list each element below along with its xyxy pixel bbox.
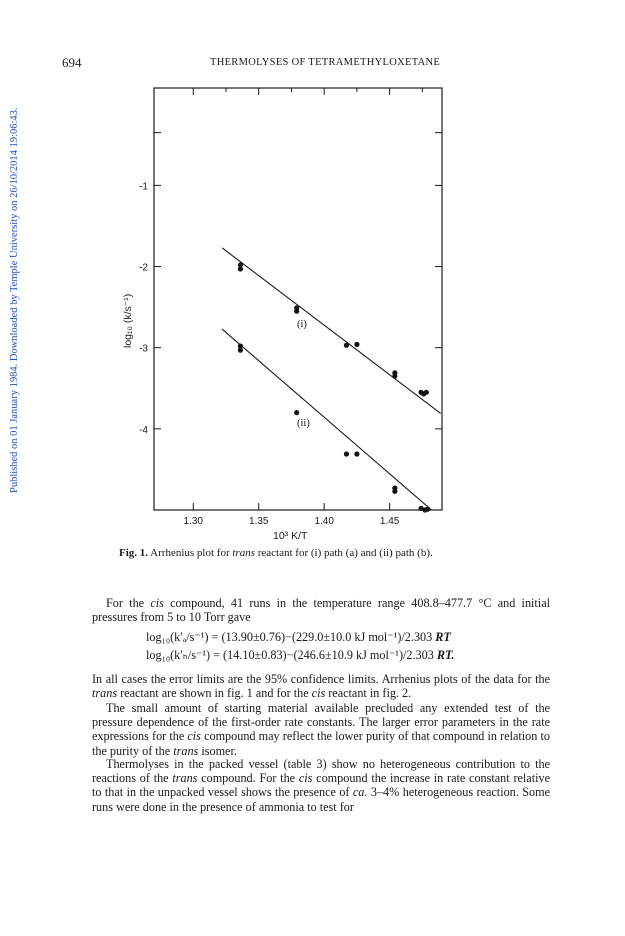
x-axis-label: 10³ K/T (273, 530, 308, 542)
data-point (425, 507, 430, 512)
fit-line (222, 329, 431, 510)
paragraph-packed-vessel: Thermolyses in the packed vessel (table 3) show no heterogeneous contribution to the reactions of the trans compound. For the cis compound the increase in rate constant relative to that in the unpacked vessel shows the presence of ca. 3–4% heterogeneous reaction. Some runs were done in the presence of ammonia to test for (92, 757, 550, 814)
running-head: THERMOLYSES OF TETRAMETHYLOXETANE (210, 57, 441, 68)
data-point (354, 451, 359, 456)
paragraph-error-limits: In all cases the error limits are the 95% confidence limits. Arrhenius plots of the data for the trans reactant are shown in fig. 1 and for the cis reactant in fig. 2. (92, 672, 550, 701)
y-tick-label: -4 (139, 424, 148, 436)
y-tick-label: -3 (139, 343, 148, 355)
x-tick-label: 1.30 (183, 516, 204, 527)
y-axis-label: log₁₀ (k/s⁻¹) (122, 293, 134, 348)
paragraph-starting-material: The small amount of starting material available precluded any extended test of the pressure dependence of the first-order rate constants. The larger error parameters in the rate expressions for the cis compound may reflect the lower purity of that compound in relation to the purity of the trans isomer. (92, 701, 550, 758)
page-number: 694 (62, 55, 82, 70)
x-tick-label: 1.40 (314, 516, 334, 527)
data-point (294, 410, 299, 415)
data-points (238, 262, 430, 512)
series-label-ii: (ii) (297, 418, 310, 429)
caption-text: Arrhenius plot for (148, 547, 233, 559)
y-tick-label: -1 (139, 181, 148, 193)
paragraph-cis-runs: For the cis compound, 41 runs in the temperature range 408.8–477.7 °C and initial pressures from 5 to 10 Torr gave (92, 596, 550, 625)
equation-path-a: log₁₀(k′ₐ/s⁻¹) = (13.90±0.76)−(229.0±10.0 kJ mol⁻¹)/2.303 RT (146, 630, 451, 644)
data-point (238, 262, 243, 267)
data-point (344, 451, 349, 456)
x-tick-label: 1.35 (248, 516, 269, 527)
caption-label: Fig. 1. (119, 547, 149, 559)
data-point (294, 305, 299, 310)
figure-caption (119, 547, 433, 559)
axis-tick-labels (139, 181, 400, 527)
caption-italic: trans (232, 547, 255, 559)
caption-text-end: reactant for (i) path (a) and (ii) path (b). (254, 547, 433, 559)
y-tick-label: -2 (139, 262, 148, 274)
data-point (344, 343, 349, 348)
axis-ticks (154, 88, 442, 510)
equation-path-b: log₁₀(k′ₕ/s⁻¹) = (14.10±0.83)−(246.6±10.9 kJ mol⁻¹)/2.303 RT. (146, 648, 455, 662)
data-point (392, 370, 397, 375)
data-point (392, 485, 397, 490)
fit-line (222, 248, 441, 414)
fit-lines (222, 248, 441, 510)
data-point (424, 390, 429, 395)
x-tick-label: 1.45 (379, 516, 400, 527)
data-point (238, 343, 243, 348)
download-notice: Published on 01 January 1984. Downloaded by Temple University on 26/10/2014 19:06:43. (9, 107, 20, 493)
series-label-i: (i) (297, 319, 307, 330)
data-point (354, 342, 359, 347)
plot-frame (154, 88, 442, 510)
